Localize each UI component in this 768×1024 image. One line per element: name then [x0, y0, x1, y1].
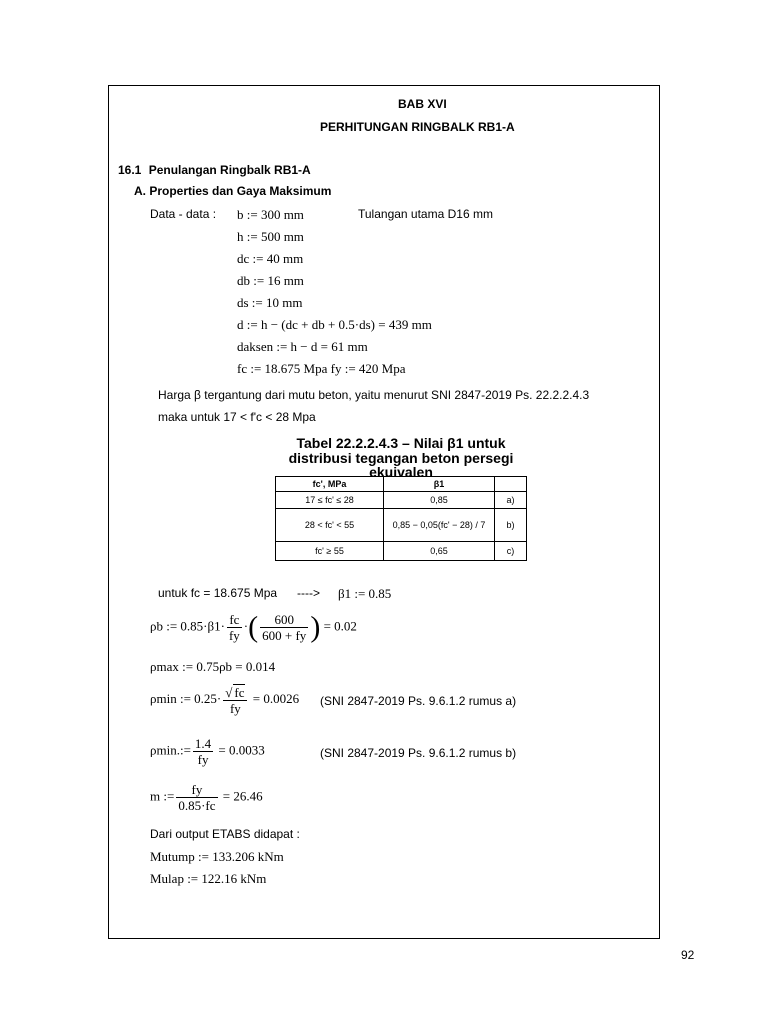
eq-ds: ds := 10 mm — [237, 295, 303, 310]
table-cell-case: b) — [495, 509, 527, 542]
rho-min-1-equation — [150, 684, 299, 716]
page-number: 92 — [681, 948, 695, 962]
fraction-denominator: fy — [228, 628, 240, 643]
subsection-heading: A. Properties dan Gaya Maksimum — [134, 184, 332, 198]
eq-dc: dc := 40 mm — [237, 251, 304, 266]
table-cell-case: c) — [495, 542, 527, 561]
table-cell-range: 17 ≤ fc' ≤ 28 — [276, 492, 384, 509]
beta-table — [275, 476, 527, 561]
fraction-denominator: fy — [229, 701, 241, 716]
table-row — [276, 542, 527, 561]
sqrt-fc-over-fy-fraction — [223, 684, 247, 716]
eq-b: b := 300 mm — [237, 207, 304, 222]
rho-min-1-result: = 0.0026 — [252, 690, 300, 706]
left-paren: ( — [248, 610, 259, 644]
rho-b-lhs: ρb := 0.85·β1· — [150, 618, 225, 634]
eq-db: db := 16 mm — [237, 273, 304, 288]
mulap-equation: Mulap := 122.16 kNm — [150, 871, 267, 886]
sqrt-sign: √ — [225, 685, 233, 700]
fraction-numerator: 600 — [260, 612, 308, 628]
table-cell-range: 28 < fc' < 55 — [276, 509, 384, 542]
rho-min-2-reference: (SNI 2847-2019 Ps. 9.6.1.2 rumus b) — [320, 746, 517, 760]
table-title-2: distribusi tegangan beton persegi — [288, 450, 514, 466]
table-cell-beta: 0,65 — [384, 542, 495, 561]
main-rebar-note: Tulangan utama D16 mm — [358, 207, 493, 221]
etabs-label: Dari output ETABS didapat : — [150, 827, 300, 841]
rho-min-2-result: = 0.0033 — [218, 742, 265, 758]
table-row — [276, 492, 527, 509]
1-4-over-fy-fraction — [193, 736, 213, 767]
eq-fc-fy: fc := 18.675 Mpa fy := 420 Mpa — [237, 361, 406, 376]
table-cell-beta: 0,85 — [384, 492, 495, 509]
fraction-denominator: fy — [197, 752, 209, 767]
beta-note-2: maka untuk 17 < f'c < 28 Mpa — [158, 410, 316, 424]
mutump-equation: Mutump := 133.206 kNm — [150, 849, 284, 864]
fraction-numerator: fy — [176, 782, 217, 798]
fraction-numerator: fc — [234, 685, 245, 700]
beta-note-1: Harga β tergantung dari mutu beton, yaitu menurut SNI 2847-2019 Ps. 22.2.2.4.3 — [158, 388, 590, 402]
right-paren: ) — [310, 610, 321, 644]
beta-calc-label: untuk fc = 18.675 Mpa — [158, 586, 278, 600]
rho-b-equation: ρb := 0.85·β1· $\frac{fc}{fy}$ ·( $\frac{600}{600 + fy}$ ) = 0.02 — [150, 610, 357, 644]
m-lhs: m := — [150, 788, 175, 804]
table-row — [276, 509, 527, 542]
section-title: Penulangan Ringbalk RB1-A — [148, 163, 311, 177]
chapter-label: BAB XVI — [398, 97, 447, 111]
600-fraction — [260, 612, 308, 643]
eq-d: d := h − (dc + db + 0.5·ds) = 439 mm — [237, 317, 432, 332]
m-result: = 26.46 — [222, 788, 263, 804]
rho-min-2-equation — [150, 736, 265, 767]
rho-b-result: = 0.02 — [323, 618, 357, 634]
table-cell-beta: 0,85 − 0,05(fc' − 28) / 7 — [384, 509, 495, 542]
data-label: Data - data : — [150, 207, 217, 221]
fc-over-fy-fraction — [227, 612, 242, 643]
fraction-numerator: fc — [227, 612, 242, 628]
section-heading — [118, 163, 311, 177]
table-title-3: ekuivalen — [369, 464, 433, 480]
eq-daksen: daksen := h − d = 61 mm — [237, 339, 368, 354]
section-number: 16.1 — [118, 163, 142, 177]
table-header-row — [276, 477, 527, 492]
rho-max-equation: ρmax := 0.75ρb = 0.014 — [150, 659, 276, 674]
rho-min-1-lhs: ρmin := 0.25· — [150, 690, 222, 706]
table-header-fc: fc', MPa — [276, 477, 384, 492]
m-equation — [150, 782, 263, 813]
chapter-title: PERHITUNGAN RINGBALK RB1-A — [320, 120, 515, 134]
beta-calc-value: β1 := 0.85 — [338, 586, 392, 601]
table-header-blank — [495, 477, 527, 492]
table-cell-range: fc' ≥ 55 — [276, 542, 384, 561]
fraction-denominator: 600 + fy — [262, 628, 307, 643]
table-title-1: Tabel 22.2.2.4.3 – Nilai β1 untuk — [296, 435, 506, 451]
rho-min-2-lhs: ρmin.:= — [150, 742, 191, 758]
beta-calc-arrow: ----> — [297, 586, 320, 600]
eq-h: h := 500 mm — [237, 229, 304, 244]
rho-min-1-reference: (SNI 2847-2019 Ps. 9.6.1.2 rumus a) — [320, 694, 517, 708]
fy-over-085fc-fraction — [176, 782, 217, 813]
table-cell-case: a) — [495, 492, 527, 509]
table-header-beta: β1 — [384, 477, 495, 492]
fraction-numerator: 1.4 — [194, 736, 212, 751]
fraction-denominator: 0.85·fc — [178, 798, 216, 813]
